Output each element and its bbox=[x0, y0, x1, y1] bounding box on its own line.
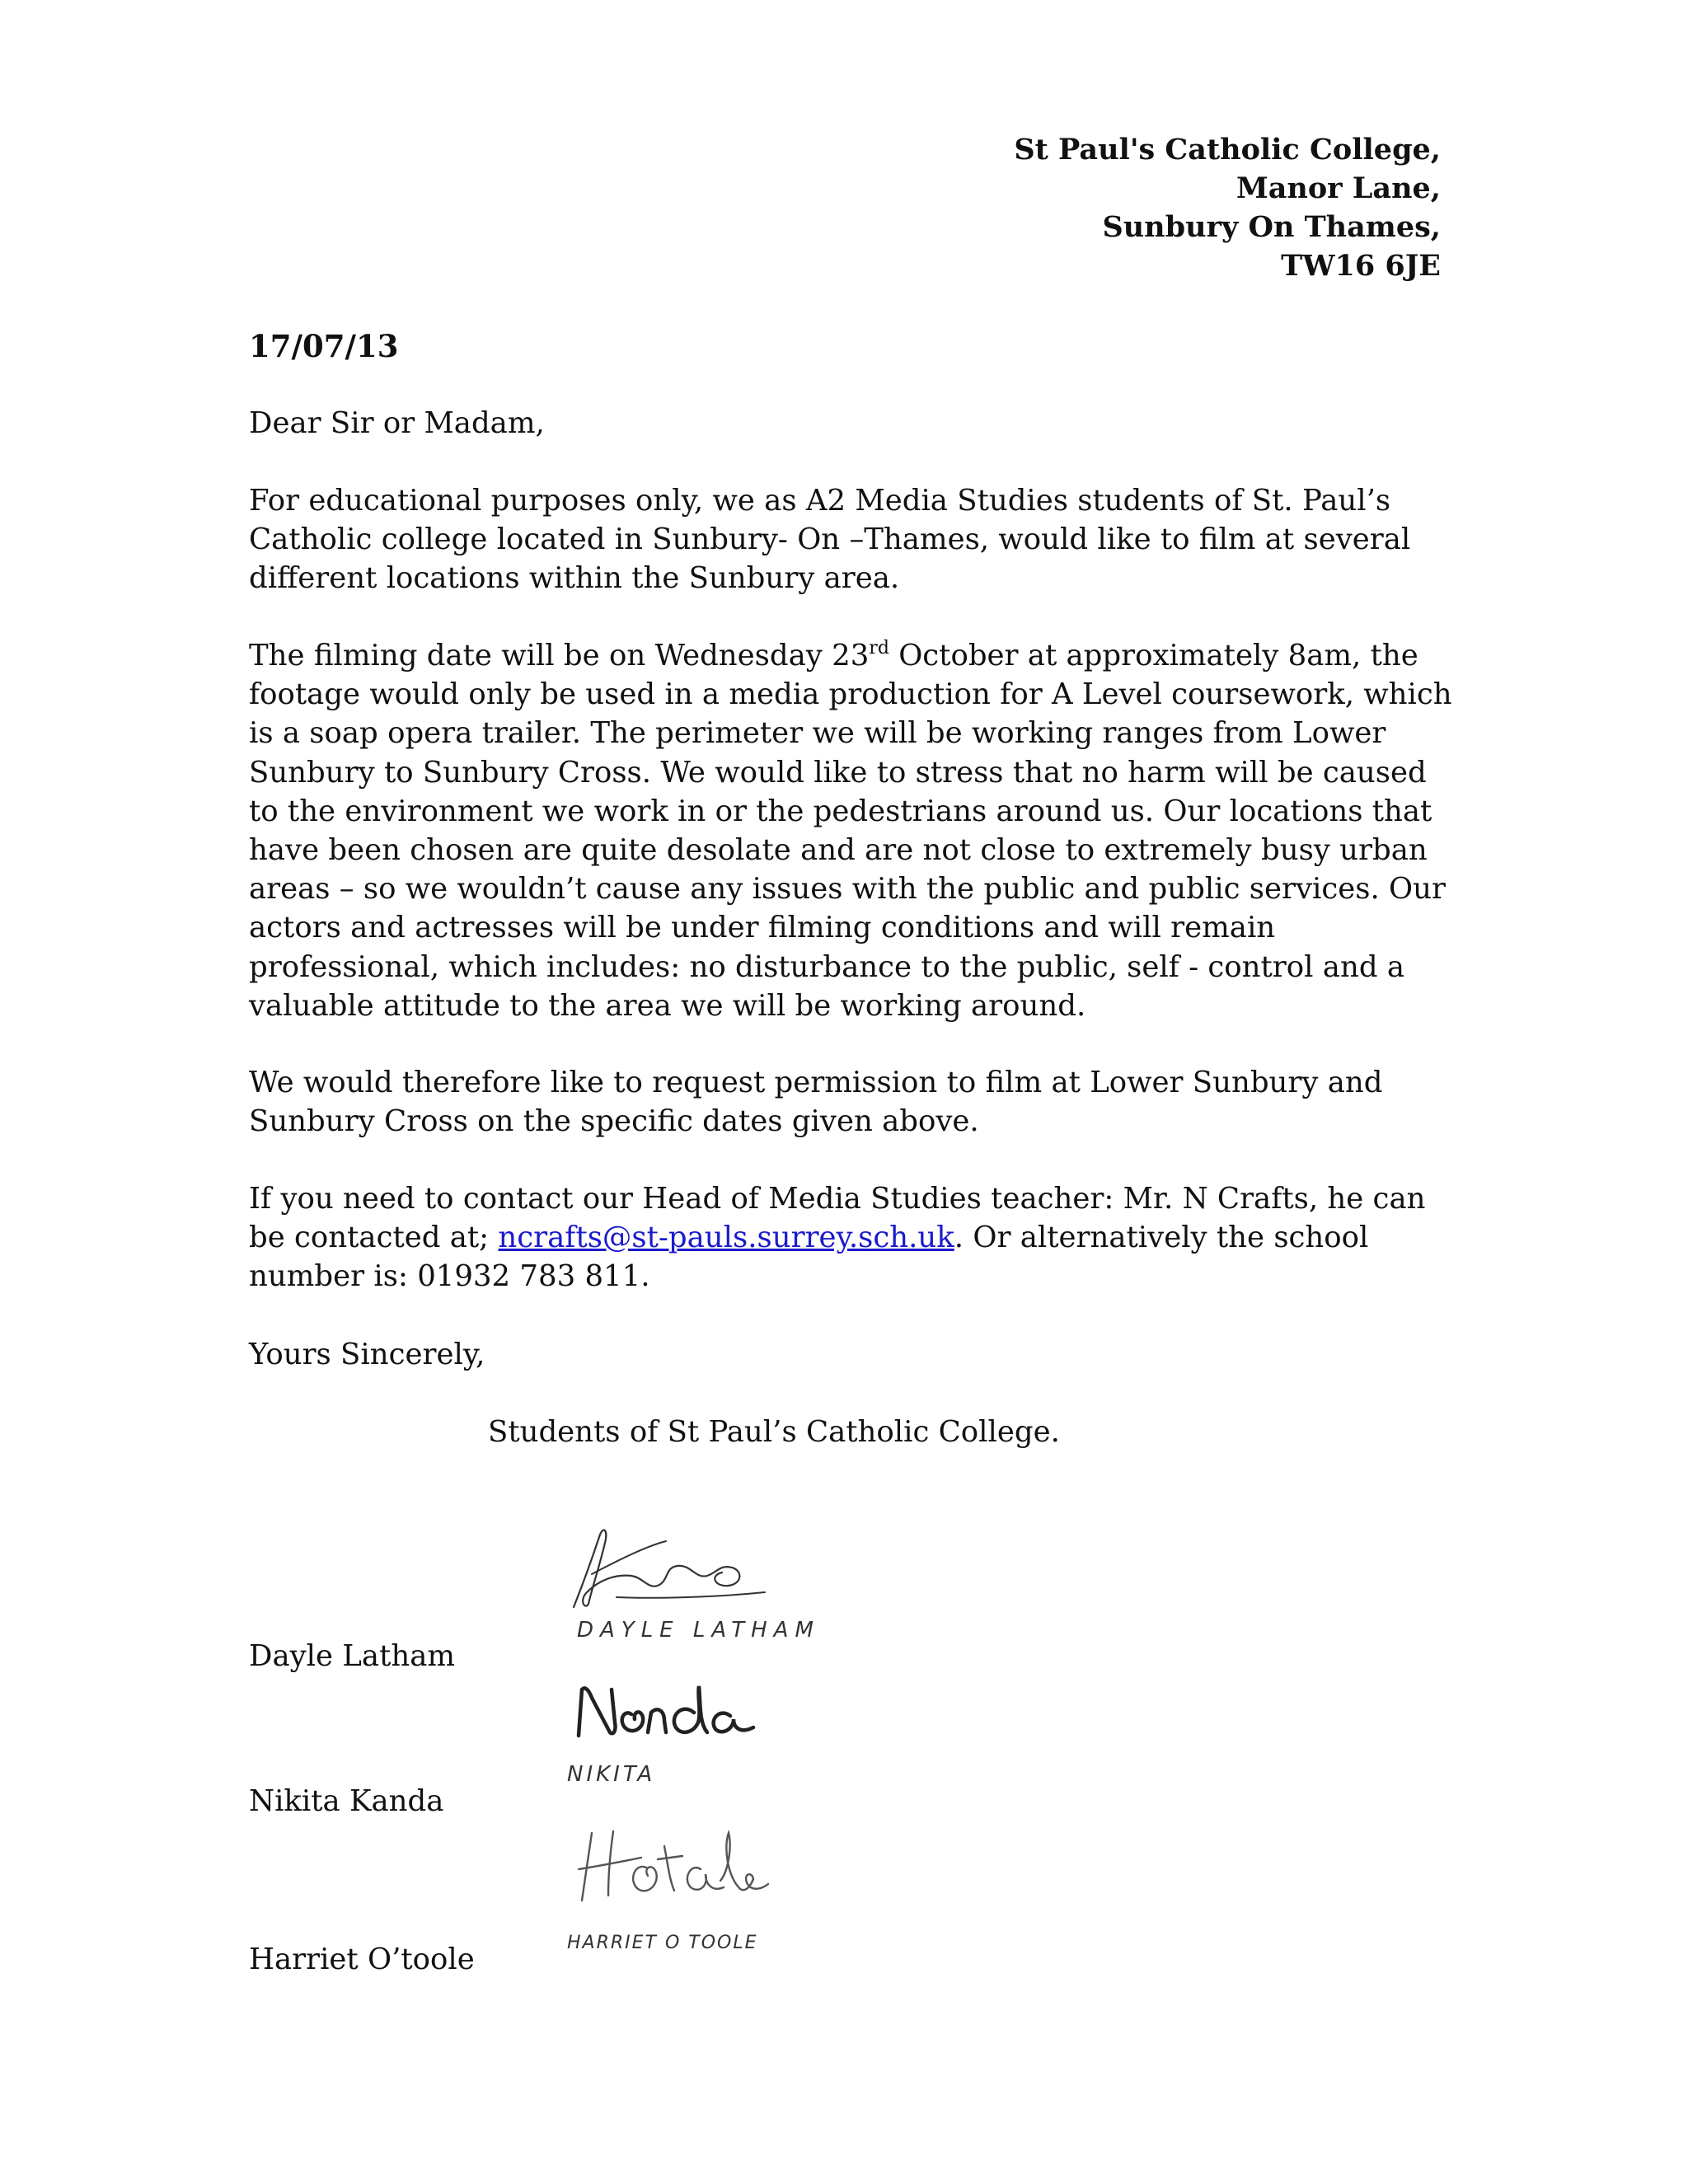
letter-date: 17/07/13 bbox=[249, 328, 399, 364]
signature-dayle-latham bbox=[567, 1525, 781, 1615]
sender-address bbox=[1014, 130, 1441, 285]
address-line: Sunbury On Thames, bbox=[1102, 210, 1441, 244]
signature-nikita-kanda bbox=[567, 1678, 765, 1744]
ordinal-suffix: rd bbox=[869, 638, 889, 658]
signature-harriet-otoole bbox=[567, 1821, 773, 1912]
paragraph-intro: For educational purposes only, we as A2 Media Studies students of St. Paul’s Catholic college located in Sunbury- On –Thames, would like to film at several different locations within the Sunbury area. bbox=[249, 484, 1411, 596]
signatory-name: Harriet O’toole bbox=[249, 1943, 475, 1976]
handwritten-signature-icon bbox=[567, 1821, 773, 1912]
signatory-name: Nikita Kanda bbox=[249, 1784, 444, 1818]
address-line: TW16 6JE bbox=[1281, 249, 1441, 283]
address-line: St Paul's Catholic College, bbox=[1014, 133, 1441, 166]
paragraph-filming-details bbox=[249, 636, 1452, 1025]
paragraph-contact bbox=[249, 1179, 1452, 1296]
paragraph-contact-end: . Or alternatively the school number is: 01932 783 811. bbox=[249, 1221, 1369, 1294]
signatory-name: Dayle Latham bbox=[249, 1639, 456, 1673]
address-line: Manor Lane, bbox=[1236, 171, 1441, 205]
paragraph-request: We would therefore like to request permission to film at Lower Sunbury and Sunbury Cross on the specific dates given above. bbox=[249, 1066, 1383, 1139]
closing: Yours Sincerely, bbox=[249, 1338, 485, 1371]
print-name-harriet: HARRIET O TOOLE bbox=[567, 1933, 758, 1953]
print-name-nikita: NIKITA bbox=[567, 1762, 656, 1787]
salutation: Dear Sir or Madam, bbox=[249, 406, 545, 440]
contact-email-link[interactable]: ncrafts@st-pauls.surrey.sch.uk bbox=[498, 1221, 954, 1255]
handwritten-signature-icon bbox=[567, 1525, 781, 1615]
paragraph-contact-start: If you need to contact our Head of Media Studies teacher: Mr. N Crafts, he can be contacted at; bbox=[249, 1182, 1426, 1255]
print-name-dayle: DAYLE LATHAM bbox=[577, 1618, 820, 1643]
handwritten-signature-icon bbox=[567, 1678, 765, 1744]
signoff: Students of St Paul’s Catholic College. bbox=[488, 1415, 1060, 1449]
paragraph-filming-text-rest: October at approximately 8am, the footage would only be used in a media production for A Level coursework, which is a soap opera trailer. The perimeter we will be working ranges from Lower Sunbury to Sunbury Cross. We would like to stress that no harm will be caused to the environment we work in or the pedestrians around us. Our locations that have been chosen are quite desolate and are not close to extremely busy urban areas – so we wouldn’t cause any issues with the public and public services. Our actors and actresses will be under filming conditions and will remain professional, which includes: no disturbance to the public, self - control and a valuable attitude to the area we will be working around. bbox=[249, 639, 1452, 1023]
paragraph-filming-text-start: The filming date will be on Wednesday 23 bbox=[249, 639, 870, 673]
